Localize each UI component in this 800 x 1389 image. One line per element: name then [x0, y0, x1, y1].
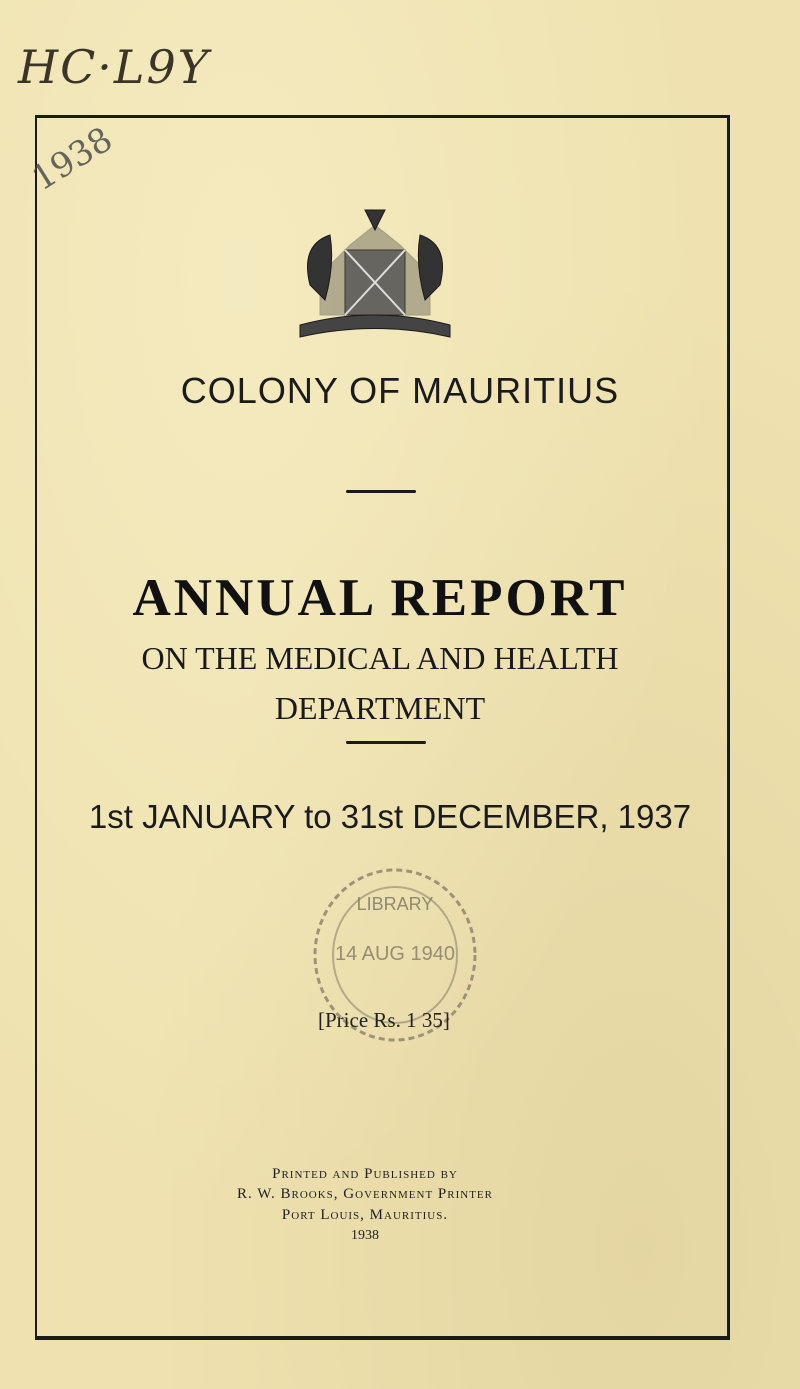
report-title: ANNUAL REPORT	[132, 569, 628, 627]
handwritten-reference: HC·L9Y	[18, 40, 211, 94]
ornamental-rule	[346, 741, 426, 744]
library-stamp-date: 14 AUG 1940	[334, 943, 456, 965]
imprint-year: 1938	[351, 1228, 379, 1243]
ornamental-rule	[346, 490, 416, 493]
imprint-line-1: Printed and Published by	[272, 1166, 458, 1182]
imprint-line-3: Port Louis, Mauritius.	[281, 1207, 449, 1223]
imprint-line-2: R. W. Brooks, Government Printer	[236, 1186, 493, 1202]
subtitle-line-2: DEPARTMENT	[274, 690, 486, 726]
library-stamp-label: LIBRARY	[356, 894, 434, 914]
report-period: 1st JANUARY to 31st DECEMBER, 1937	[88, 798, 692, 835]
colony-title: COLONY OF MAURITIUS	[180, 370, 620, 411]
year-stamp: 1938	[25, 119, 120, 200]
coat-of-arms-icon	[290, 205, 460, 345]
subtitle-line-1: ON THE MEDICAL AND HEALTH	[141, 640, 619, 676]
price: [Price Rs. 1 35]	[318, 1008, 450, 1032]
